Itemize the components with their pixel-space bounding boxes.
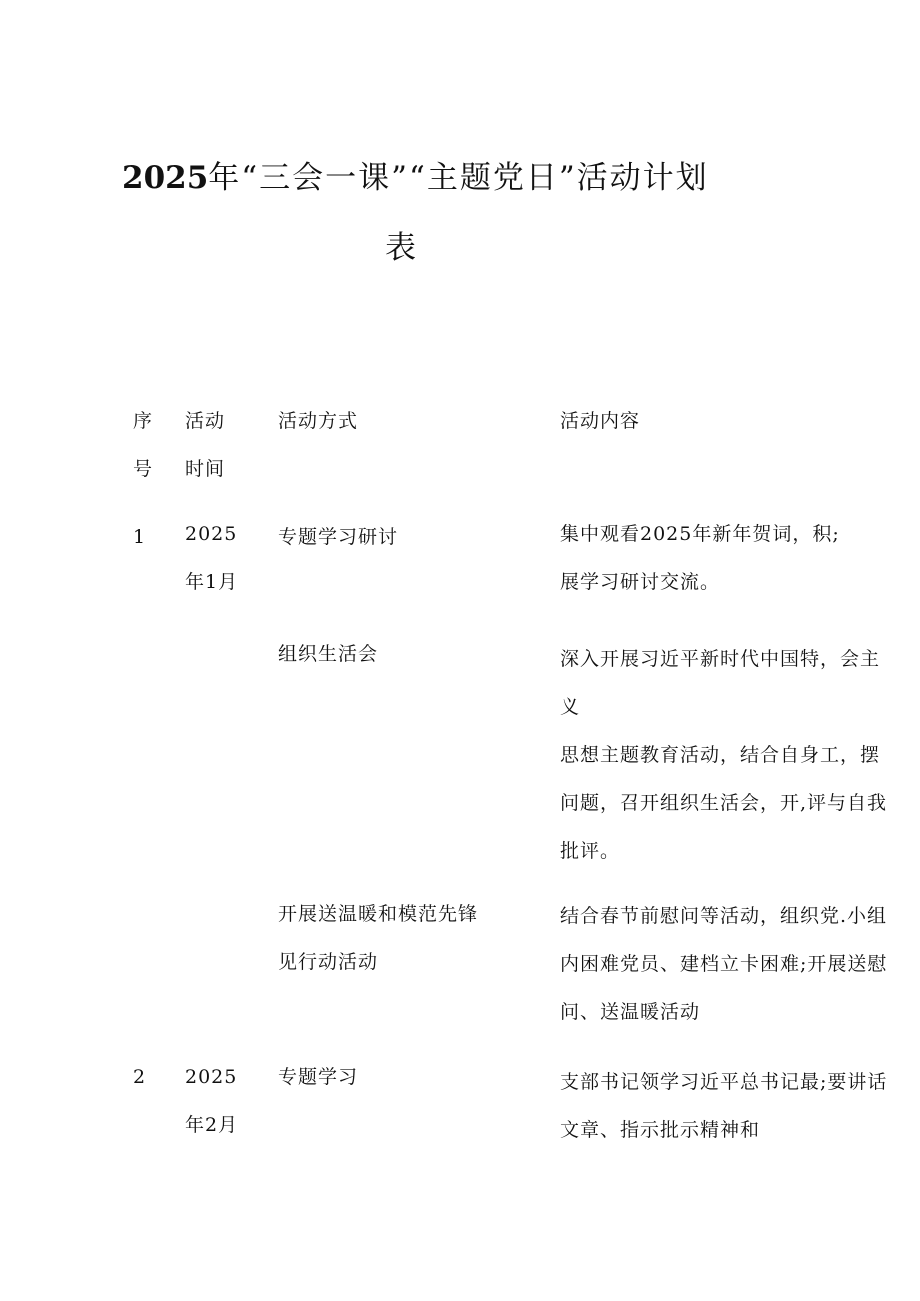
row-2-no: 2	[133, 1066, 147, 1088]
row-1-content: 集中观看2025年新年贺词，积; 展学习研讨交流。	[560, 523, 840, 593]
header-method: 活动方式	[278, 410, 359, 432]
row-1b-method: 组织生活会	[278, 643, 379, 665]
row-1-no: 1	[133, 526, 147, 548]
row-2-method: 专题学习	[278, 1066, 359, 1088]
row-1-method: 专题学习研讨	[278, 526, 399, 548]
header-no: 序 号	[133, 410, 154, 480]
title-line-1: 2025年“三会一课”“主题党日”活动计划	[122, 160, 709, 196]
title-line-2: 表	[385, 230, 418, 266]
header-content: 活动内容	[560, 410, 641, 432]
document-title	[0, 143, 920, 283]
row-1c-method: 开展送温暖和模范先锋 见行动活动	[278, 903, 479, 973]
row-1b-content: 深入开展习近平新时代中国特，会主 义 思想主题教育活动，结合自身工，摆 问题，召开组织生活会，开,评与自我 批评。	[560, 648, 888, 862]
row-2-time: 2025 年2月	[185, 1066, 239, 1136]
row-1c-content: 结合春节前慰问等活动，组织党.小组 内困难党员、建档立卡困难;开展送慰 问、送温暖活动	[560, 905, 888, 1023]
row-2-content: 支部书记领学习近平总书记最;要讲话 文章、指示批示精神和	[560, 1071, 888, 1141]
row-1-time: 2025 年1月	[185, 523, 239, 593]
header-time: 活动 时间	[185, 410, 226, 480]
